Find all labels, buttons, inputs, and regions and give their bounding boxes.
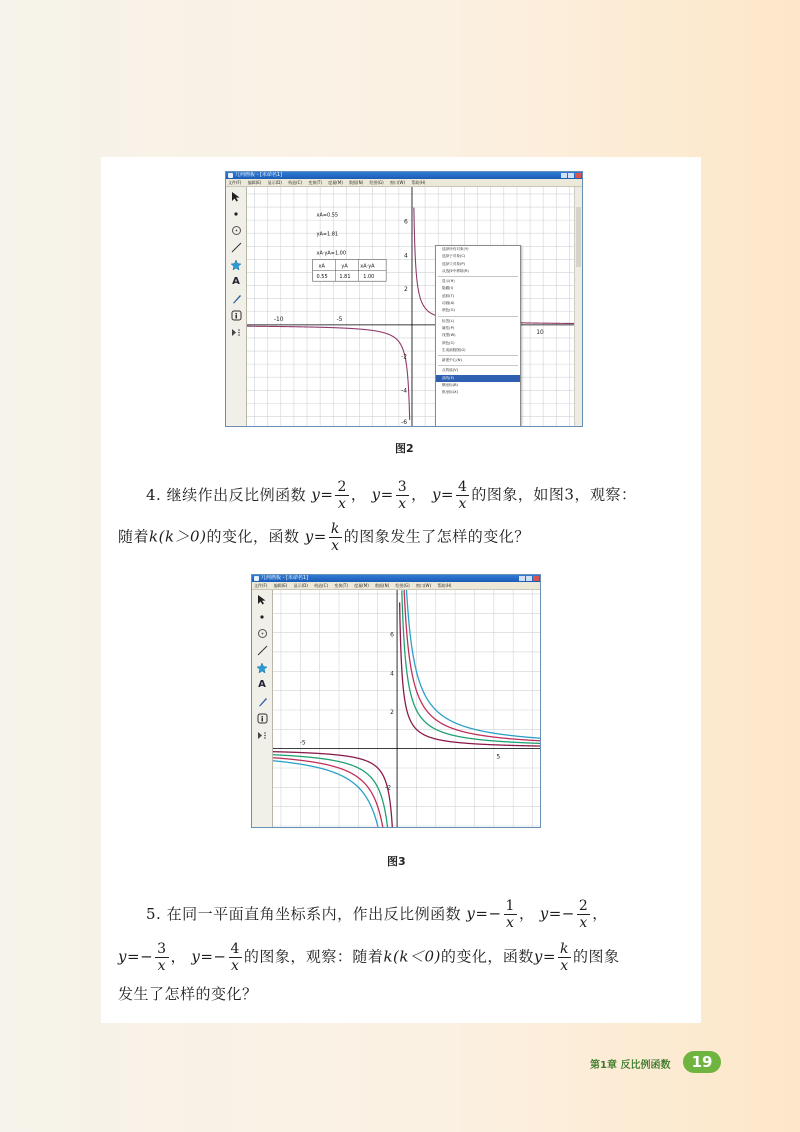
marker-tool-icon[interactable] xyxy=(255,695,269,708)
x-tick-5: 5 xyxy=(496,753,501,761)
x-tick-neg10: -10 xyxy=(273,315,284,323)
page-number-badge: 19 xyxy=(683,1051,721,1073)
question4-line2 xyxy=(118,521,688,554)
denominator: x xyxy=(458,496,467,512)
minimize-button[interactable] xyxy=(519,576,525,581)
comma: ， xyxy=(411,485,427,504)
eq-sign: = xyxy=(320,485,334,504)
fraction-1-over-x xyxy=(504,898,517,931)
var-y: y xyxy=(311,485,321,504)
q4-line2-c: 的图象发生了怎样的变化？ xyxy=(343,527,530,546)
arrow-tool-icon[interactable] xyxy=(255,593,269,606)
minus-sign: − xyxy=(561,904,575,923)
context-menu-item[interactable]: 纵坐标(X) xyxy=(442,390,459,395)
eq-sign: = xyxy=(126,947,141,966)
app-icon xyxy=(254,576,259,581)
fraction-2-over-x xyxy=(577,898,590,931)
compass-tool-icon[interactable] xyxy=(229,224,243,237)
numerator: 3 xyxy=(157,941,167,957)
eq-sign: = xyxy=(200,947,214,966)
x-tick-neg5: -5 xyxy=(336,315,343,323)
numerator: 4 xyxy=(230,941,240,957)
readout-product[interactable]: xA·yA=1.00 xyxy=(316,250,347,257)
context-menu-item[interactable]: 线型(W) xyxy=(442,333,456,338)
menu-separator xyxy=(438,365,518,366)
context-menu-item[interactable]: 曲线(E) xyxy=(436,375,520,382)
x-tick-10: 10 xyxy=(536,328,544,336)
eq-sign: = xyxy=(475,904,489,923)
menu-data[interactable]: 数据(N) xyxy=(375,583,390,588)
menu-construct[interactable]: 构造(C) xyxy=(288,180,303,185)
context-menu-item[interactable]: 选择父对象(P) xyxy=(442,261,465,266)
comma: ， xyxy=(350,485,367,504)
menu-data[interactable]: 数据(N) xyxy=(349,180,364,185)
menu-bar xyxy=(252,582,540,590)
menu-transform[interactable]: 变换(T) xyxy=(334,583,348,588)
x-tick-neg5: -5 xyxy=(299,739,306,747)
q4-line2-b: 的变化，函数 xyxy=(206,527,300,546)
context-menu-item[interactable]: 颜色(C) xyxy=(442,340,455,345)
fraction-4-over-x xyxy=(229,941,242,974)
context-menu-item[interactable]: 属性(P) xyxy=(442,325,455,330)
var-y: y xyxy=(431,485,441,504)
tool-palette xyxy=(252,590,273,827)
maximize-button[interactable] xyxy=(526,576,532,581)
table-cell-product: 1.00 xyxy=(363,274,375,281)
menu-help[interactable]: 帮助(H) xyxy=(411,180,426,185)
polygon-tool-icon[interactable] xyxy=(255,661,269,674)
compass-tool-icon[interactable] xyxy=(255,627,269,640)
comma: ， xyxy=(170,947,187,966)
measurement-table[interactable] xyxy=(313,259,387,281)
q5-prefix: 5. 在同一平面直角坐标系内，作出反比例函数 xyxy=(146,904,462,923)
numerator: 2 xyxy=(578,898,589,914)
svg-text:i: i xyxy=(234,312,237,321)
denominator: x xyxy=(506,915,515,931)
numerator: 1 xyxy=(505,898,515,914)
point-tool-icon[interactable] xyxy=(255,610,269,623)
line-tool-icon[interactable] xyxy=(229,241,243,254)
figure3-caption: 图3 xyxy=(387,855,406,868)
menu-edit[interactable]: 编辑(E) xyxy=(273,583,288,588)
numerator: 4 xyxy=(458,479,468,495)
vertical-scrollbar[interactable] xyxy=(574,187,582,426)
context-menu-item[interactable]: 新建中心(N) xyxy=(442,358,462,363)
var-y: y xyxy=(191,947,201,966)
var-y: y xyxy=(466,904,476,923)
context-menu-item[interactable]: 点的值(V) xyxy=(442,368,459,373)
point-tool-icon[interactable] xyxy=(229,207,243,220)
context-menu-item[interactable]: 颜色(O) xyxy=(442,308,455,313)
q4-line2-a: 随着 xyxy=(118,527,150,546)
context-menu-item[interactable]: 显示(H) xyxy=(442,279,455,284)
menu-construct[interactable]: 构造(C) xyxy=(314,583,329,588)
fraction-k-over-x xyxy=(558,941,571,974)
y-tick-2: 2 xyxy=(390,708,394,716)
y-tick-6: 6 xyxy=(404,218,408,226)
q4-condition: k(k＞0) xyxy=(149,527,207,546)
table-header-xa: xA xyxy=(318,263,325,270)
denominator: x xyxy=(398,496,407,512)
menu-edit[interactable]: 编辑(E) xyxy=(247,180,262,185)
question5-line3 xyxy=(118,983,688,1004)
y-tick-neg6: -6 xyxy=(401,419,407,426)
text-tool-icon[interactable]: A xyxy=(232,276,240,287)
readout-ya[interactable]: yA=1.81 xyxy=(316,231,339,238)
numerator: 3 xyxy=(397,479,408,495)
denominator: x xyxy=(157,958,167,974)
figure2-caption: 图2 xyxy=(395,442,414,455)
question5-line2 xyxy=(118,941,688,974)
eq-sign: = xyxy=(440,485,454,504)
fraction-k-over-x xyxy=(329,521,342,554)
graph-figure2 xyxy=(247,187,574,426)
table-cell-xa: 0.55 xyxy=(316,274,328,281)
y-tick-4: 4 xyxy=(390,670,394,678)
custom-tool-icon[interactable] xyxy=(255,729,269,742)
comma: ， xyxy=(518,904,535,923)
denominator: x xyxy=(231,958,240,974)
context-menu-item[interactable]: 选择所有对象(Y) xyxy=(442,247,469,251)
denominator: x xyxy=(579,915,588,931)
info-tool-icon[interactable] xyxy=(255,712,269,725)
chapter-label: 第1章 反比例函数 xyxy=(590,1060,671,1071)
y-tick-neg4: -4 xyxy=(401,387,407,395)
y-tick-neg2: -2 xyxy=(385,784,392,792)
arrow-tool-icon[interactable] xyxy=(229,190,243,203)
polygon-tool-icon[interactable] xyxy=(229,258,243,271)
title-bar xyxy=(226,172,582,179)
maximize-button[interactable] xyxy=(568,173,574,178)
menu-help[interactable]: 帮助(H) xyxy=(437,583,452,588)
denominator: x xyxy=(331,538,340,554)
denominator: x xyxy=(560,958,569,974)
numerator: 2 xyxy=(337,479,347,495)
menu-separator xyxy=(438,355,518,356)
geometry-window-figure2 xyxy=(225,171,583,427)
eq-sign: = xyxy=(313,527,327,546)
context-menu-item[interactable]: 追踪(T) xyxy=(442,293,455,298)
fraction-2-over-x xyxy=(335,479,348,512)
fraction-4-over-x xyxy=(456,479,469,512)
geometry-window-figure3 xyxy=(251,574,541,828)
menu-display[interactable]: 显示(D) xyxy=(293,583,308,588)
table-cell-ya: 1.81 xyxy=(339,274,351,281)
menu-display[interactable]: 显示(D) xyxy=(267,180,282,185)
menu-graph[interactable]: 绘图(G) xyxy=(395,583,410,588)
window-title: 几何画板 - [未命名1] xyxy=(261,575,309,581)
app-icon xyxy=(228,173,233,178)
close-button[interactable] xyxy=(575,173,581,178)
var-y: y xyxy=(371,485,381,504)
q5-condition: k(k＜0) xyxy=(383,947,441,966)
title-bar xyxy=(252,575,540,582)
graph-figure3 xyxy=(273,590,540,827)
y-tick-2: 2 xyxy=(404,286,408,294)
info-tool-icon[interactable] xyxy=(229,309,243,322)
text-tool-icon[interactable]: A xyxy=(258,679,266,690)
scroll-thumb[interactable] xyxy=(576,207,581,267)
var-y: y xyxy=(304,527,314,546)
menu-separator xyxy=(438,316,518,317)
question4-line1 xyxy=(118,479,688,512)
denominator: x xyxy=(337,496,347,512)
question5-line1 xyxy=(118,898,688,931)
menu-graph[interactable]: 绘图(G) xyxy=(369,180,384,185)
sketch-canvas[interactable] xyxy=(273,590,540,827)
context-menu-item[interactable]: 隐藏(I) xyxy=(442,286,454,291)
menu-file[interactable]: 文件(F) xyxy=(228,180,242,185)
table-header-ya: yA xyxy=(341,263,348,270)
menu-bar xyxy=(226,179,582,187)
comma: ， xyxy=(592,904,608,923)
hyperbola-curve[interactable] xyxy=(247,208,574,420)
menu-transform[interactable]: 变换(T) xyxy=(308,180,322,185)
menu-separator xyxy=(438,276,518,277)
context-menu-item[interactable]: 横坐标(B) xyxy=(442,383,459,388)
q4-prefix: 4. 继续作出反比例函数 xyxy=(146,485,307,504)
sketch-canvas[interactable] xyxy=(247,187,574,426)
var-y: y xyxy=(533,947,543,966)
custom-tool-icon[interactable] xyxy=(229,326,243,339)
context-menu-item[interactable]: 生成函数图(G) xyxy=(442,347,466,352)
menu-file[interactable]: 文件(F) xyxy=(254,583,268,588)
q4-mid: 的图象，如图3，观察： xyxy=(471,485,637,504)
y-tick-6: 6 xyxy=(390,631,394,639)
minus-sign: − xyxy=(140,947,154,966)
minus-sign: − xyxy=(213,947,227,966)
context-menu-item[interactable]: 从选择中移除(R) xyxy=(442,268,469,273)
numerator: k xyxy=(559,941,569,957)
var-y: y xyxy=(118,947,127,966)
menu-measure[interactable]: 度量(M) xyxy=(354,583,369,588)
fraction-3-over-x xyxy=(155,941,168,974)
menu-window[interactable]: 窗口(W) xyxy=(389,180,406,185)
line-tool-icon[interactable] xyxy=(255,644,269,657)
window-title: 几何画板 - [未命名1] xyxy=(235,172,283,178)
tool-palette xyxy=(226,187,247,426)
close-button[interactable] xyxy=(533,576,539,581)
context-menu xyxy=(435,245,521,427)
eq-sign: = xyxy=(548,904,562,923)
minimize-button[interactable] xyxy=(561,173,567,178)
svg-text:i: i xyxy=(260,715,263,724)
context-menu-item[interactable]: 标签(L) xyxy=(442,318,454,323)
eq-sign: = xyxy=(542,947,556,966)
minus-sign: − xyxy=(488,904,502,923)
y-tick-neg2: -2 xyxy=(401,353,407,361)
fraction-3-over-x xyxy=(396,479,409,512)
y-tick-4: 4 xyxy=(404,252,408,260)
table-header-product: xA·yA xyxy=(360,263,375,270)
context-menu-item[interactable]: 动画(A) xyxy=(442,301,455,306)
page-sheet xyxy=(101,157,701,1023)
context-menu-item[interactable]: 选择子对象(C) xyxy=(442,254,466,259)
var-y: y xyxy=(539,904,549,923)
eq-sign: = xyxy=(380,485,394,504)
q5-line3: 发生了怎样的变化？ xyxy=(118,985,258,1003)
q5-line2-mid: 的图象，观察：随着 xyxy=(243,947,384,966)
menu-window[interactable]: 窗口(W) xyxy=(415,583,432,588)
menu-measure[interactable]: 度量(M) xyxy=(328,180,343,185)
numerator: k xyxy=(330,521,340,537)
marker-tool-icon[interactable] xyxy=(229,292,243,305)
readout-xa[interactable]: xA=0.55 xyxy=(316,212,339,219)
q5-line2-c: 的图象 xyxy=(572,947,620,966)
q5-line2-b: 的变化，函数 xyxy=(440,947,534,966)
